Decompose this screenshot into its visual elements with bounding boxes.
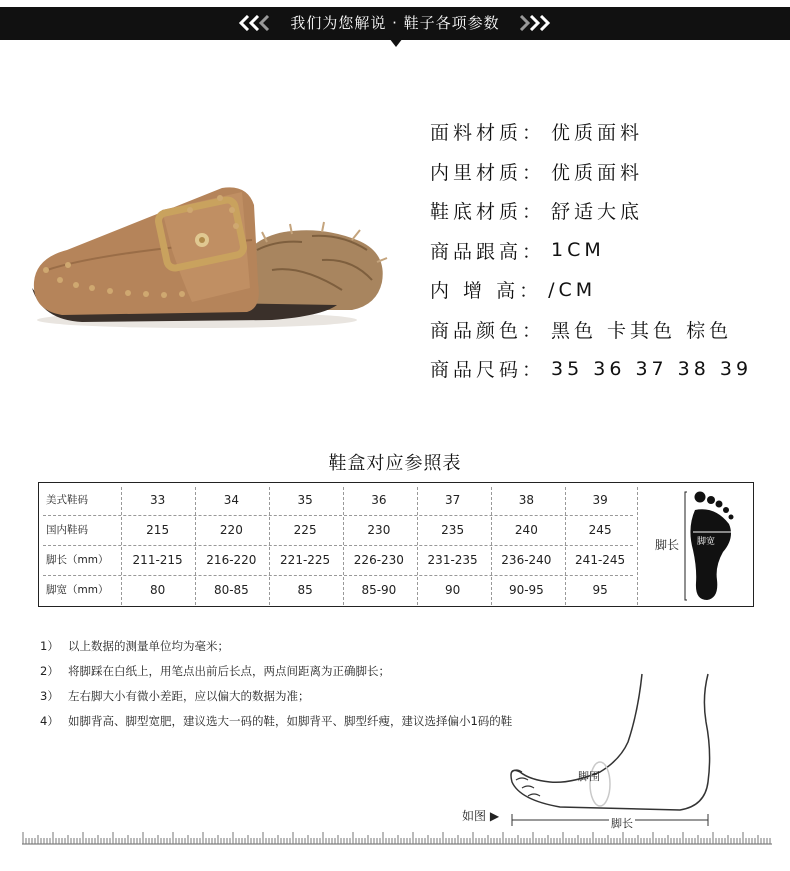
note-number: 4）: [40, 714, 59, 728]
grid-divider: [43, 545, 633, 546]
note-text: 将脚踩在白纸上，用笔点出前后长点，两点间距离为正确脚长；: [68, 664, 390, 678]
table-cell: 225: [293, 523, 317, 537]
grid-divider: [637, 487, 638, 605]
note-item: [40, 684, 512, 709]
note-item: [40, 659, 512, 684]
foot-length-label: 脚长: [655, 538, 680, 552]
grid-divider: [121, 487, 122, 605]
table-cell: 230: [367, 523, 391, 537]
table-cell: 240: [514, 523, 538, 537]
table-cell: 216-220: [206, 553, 257, 567]
note-number: 1）: [40, 639, 59, 653]
banner-title: 我们为您解说 · 鞋子各项参数: [290, 14, 500, 32]
size-table-title: 鞋盒对应参照表: [328, 453, 462, 474]
table-cell: 37: [444, 493, 461, 507]
note-item: [40, 709, 512, 734]
spec-row-lining: [430, 152, 752, 192]
table-cell: 38: [518, 493, 535, 507]
table-cell: 85: [297, 583, 313, 597]
table-cell: 35: [297, 493, 313, 507]
spec-row-sole: [430, 191, 752, 231]
table-cell: 36: [371, 493, 387, 507]
spec-label: 内 增 高：: [430, 280, 543, 303]
grid-divider: [565, 487, 566, 605]
spec-list: [430, 112, 752, 389]
table-cell: 245: [588, 523, 612, 537]
table-cell: 80-85: [213, 583, 249, 597]
chevron-right-icon: [511, 15, 551, 31]
note-number: 3）: [40, 689, 59, 703]
spec-label: 面料材质：: [430, 122, 546, 145]
spec-value: 舒适大底: [551, 201, 644, 224]
spec-row-colors: [430, 310, 752, 350]
note-text: 如脚背高、脚型宽肥，建议选大一码的鞋，如脚背平、脚型纤瘦，建议选择偏小1码的鞋: [68, 714, 513, 728]
size-table: [38, 482, 754, 607]
grid-divider: [195, 487, 196, 605]
spec-label: 商品尺码：: [430, 359, 546, 382]
spec-row-sizes: [430, 349, 752, 389]
table-cell: 85-90: [361, 583, 397, 597]
note-number: 2）: [40, 664, 59, 678]
row-header: 国内鞋码: [46, 524, 88, 536]
table-cell: 236-240: [501, 553, 552, 567]
table-row: [39, 545, 637, 575]
grid-divider: [43, 575, 633, 576]
table-cell: 95: [592, 583, 608, 597]
table-cell: 226-230: [353, 553, 404, 567]
foot-width-label: 脚宽: [697, 537, 716, 547]
spec-value: 优质面料: [551, 161, 644, 184]
grid-divider: [269, 487, 270, 605]
spec-label: 商品颜色：: [430, 319, 546, 342]
table-cell: 215: [146, 523, 170, 537]
spec-value: 黑色 卡其色 棕色: [551, 319, 733, 342]
spec-label: 商品跟高：: [430, 240, 546, 263]
spec-label: 鞋底材质：: [430, 201, 546, 224]
spec-row-fabric: [430, 112, 752, 152]
table-row: [39, 515, 637, 545]
table-cell: 220: [219, 523, 243, 537]
spec-label: 内里材质：: [430, 161, 546, 184]
note-text: 以上数据的测量单位均为毫米；: [68, 639, 229, 653]
grid-divider: [417, 487, 418, 605]
row-header: 脚长（mm）: [46, 554, 109, 566]
ruler-icon: [22, 831, 772, 845]
measurement-notes: [40, 634, 512, 734]
grid-divider: [491, 487, 492, 605]
spec-value: 优质面料: [551, 122, 644, 145]
spec-row-inner-lift: [430, 270, 752, 310]
table-row: [39, 575, 637, 605]
table-cell: 221-225: [280, 553, 331, 567]
table-cell: 90: [444, 583, 461, 597]
table-row: [39, 485, 637, 515]
table-cell: 235: [441, 523, 465, 537]
header-banner: [0, 7, 790, 40]
spec-value: /CM: [548, 278, 597, 301]
table-cell: 80: [149, 583, 166, 597]
note-item: [40, 634, 512, 659]
foot-length-diagram-label: 脚长: [611, 817, 633, 830]
table-cell: 90-95: [508, 583, 544, 597]
table-cell: 34: [223, 493, 240, 507]
example-label: 如图 ▶: [462, 809, 500, 823]
row-header: 美式鞋码: [46, 494, 88, 506]
table-cell: 33: [149, 493, 166, 507]
table-cell: 231-235: [427, 553, 478, 567]
product-image: [22, 170, 392, 340]
foot-circumference-label: 脚围: [578, 770, 600, 783]
footprint-icon: [683, 488, 739, 604]
table-cell: 211-215: [132, 553, 183, 567]
note-text: 左右脚大小有微小差距，应以偏大的数据为准；: [68, 689, 310, 703]
spec-row-heel-height: [430, 231, 752, 271]
footprint-panel: [641, 484, 752, 605]
banner-notch: [389, 38, 403, 47]
grid-divider: [43, 515, 633, 516]
spec-value: 1CM: [551, 239, 605, 262]
spec-value: 35 36 37 38 39: [551, 357, 753, 380]
row-header: 脚宽（mm）: [46, 584, 109, 596]
table-cell: 241-245: [575, 553, 626, 567]
table-cell: 39: [592, 493, 608, 507]
grid-divider: [343, 487, 344, 605]
